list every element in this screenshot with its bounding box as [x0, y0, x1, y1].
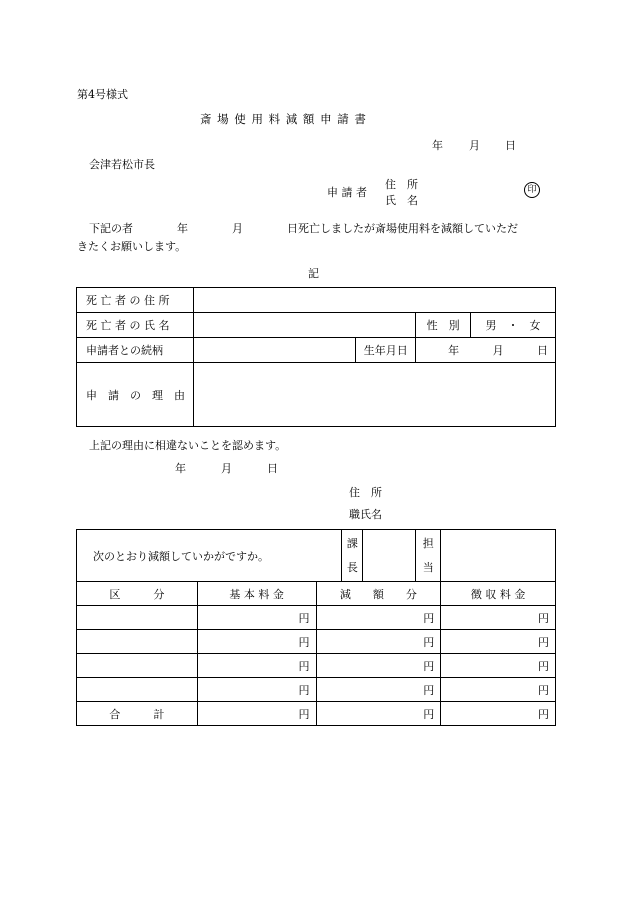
row-collected-fee[interactable]: 円 — [441, 606, 556, 630]
row-reduction[interactable]: 円 — [316, 678, 441, 702]
total-reduction[interactable]: 円 — [316, 702, 441, 726]
proposal-label: 次のとおり減額していかがですか。 — [93, 549, 269, 563]
row-base-fee[interactable]: 円 — [197, 654, 316, 678]
date-day: 日 — [505, 139, 516, 152]
deceased-address-field[interactable] — [193, 288, 555, 313]
table-row — [77, 630, 556, 654]
birth-year: 年 — [448, 344, 460, 357]
recipient: 会津若松市長 — [89, 158, 155, 171]
row-collected-fee[interactable]: 円 — [441, 630, 556, 654]
header-category: 区 分 — [77, 582, 198, 606]
applicant-name-label: 氏 名 — [385, 194, 418, 207]
header-reduction: 減 額 分 — [316, 582, 441, 606]
reduction-table — [76, 529, 556, 726]
deceased-address-label: 死 亡 者 の 住 所 — [77, 288, 194, 313]
ki-label: 記 — [308, 267, 319, 280]
row-collected-fee[interactable]: 円 — [441, 678, 556, 702]
certifier-address-label: 住 所 — [349, 486, 382, 499]
kacho-stamp-box[interactable] — [363, 530, 416, 582]
reason-label: 申 請 の 理 由 — [77, 363, 194, 427]
relation-field[interactable] — [193, 338, 356, 363]
row-reduction[interactable]: 円 — [316, 630, 441, 654]
tanto-label: 担 当 — [416, 530, 441, 582]
total-label: 合 計 — [77, 702, 198, 726]
relation-label: 申請者との続柄 — [77, 338, 194, 363]
date-year: 年 — [432, 139, 443, 152]
certifier-title-name-label: 職氏名 — [349, 508, 382, 521]
total-collected-fee[interactable]: 円 — [441, 702, 556, 726]
kacho-label: 課 長 — [342, 530, 363, 582]
birth-date-label: 生年月日 — [356, 338, 416, 363]
confirm-date-month: 月 — [221, 462, 232, 475]
gender-options[interactable]: 男 ・ 女 — [471, 313, 556, 338]
row-category[interactable] — [77, 678, 198, 702]
birth-date-field[interactable] — [416, 338, 556, 363]
deceased-name-field[interactable] — [193, 313, 415, 338]
row-base-fee[interactable]: 円 — [197, 606, 316, 630]
header-base-fee: 基 本 料 金 — [197, 582, 316, 606]
total-row — [77, 702, 556, 726]
applicant-label: 申 請 者 — [327, 186, 367, 199]
deceased-name-label: 死 亡 者 の 氏 名 — [77, 313, 194, 338]
body-line-1: 下記の者 年 月 日死亡しましたが斎場使用料を減額していただ — [89, 222, 518, 235]
table-row — [77, 654, 556, 678]
header-collected-fee: 徴 収 料 金 — [441, 582, 556, 606]
deceased-info-table — [76, 287, 556, 427]
row-category[interactable] — [77, 630, 198, 654]
reason-field[interactable] — [193, 363, 555, 427]
row-reduction[interactable]: 円 — [316, 654, 441, 678]
row-base-fee[interactable]: 円 — [197, 630, 316, 654]
seal-mark: 印 — [524, 182, 540, 198]
confirm-date-year: 年 — [175, 462, 186, 475]
table-row — [77, 606, 556, 630]
row-category[interactable] — [77, 606, 198, 630]
date-month: 月 — [469, 139, 480, 152]
body-line-2: きたくお願いします。 — [77, 240, 187, 253]
total-base-fee[interactable]: 円 — [197, 702, 316, 726]
tanto-stamp-box[interactable] — [441, 530, 556, 582]
page-title: 斎 場 使 用 料 減 額 申 請 書 — [200, 112, 367, 126]
row-reduction[interactable]: 円 — [316, 606, 441, 630]
row-collected-fee[interactable]: 円 — [441, 654, 556, 678]
form-number: 第4号様式 — [77, 88, 128, 101]
confirm-text: 上記の理由に相違ないことを認めます。 — [89, 439, 287, 452]
gender-label: 性 別 — [416, 313, 471, 338]
row-category[interactable] — [77, 654, 198, 678]
birth-month: 月 — [492, 344, 504, 357]
table-row — [77, 678, 556, 702]
confirm-date-day: 日 — [267, 462, 278, 475]
applicant-address-label: 住 所 — [385, 178, 418, 191]
birth-day: 日 — [537, 344, 548, 357]
row-base-fee[interactable]: 円 — [197, 678, 316, 702]
proposal-text — [77, 530, 342, 582]
